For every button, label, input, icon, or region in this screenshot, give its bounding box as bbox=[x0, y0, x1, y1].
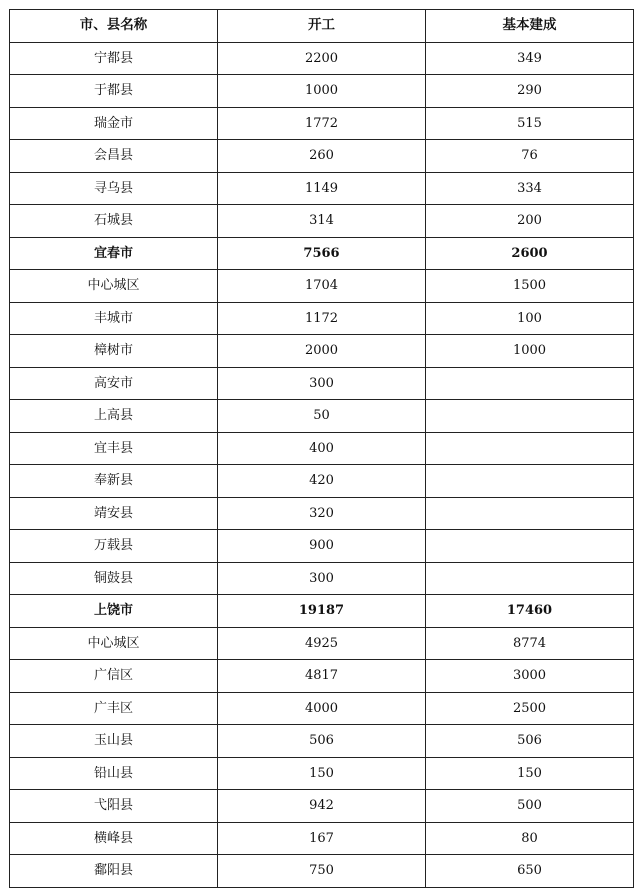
cell-name: 宜丰县 bbox=[10, 432, 218, 465]
cell-start: 320 bbox=[218, 497, 426, 530]
cell-start: 260 bbox=[218, 140, 426, 173]
table-row bbox=[10, 790, 634, 823]
cell-complete bbox=[426, 530, 634, 563]
cell-start: 300 bbox=[218, 562, 426, 595]
cell-complete: 290 bbox=[426, 75, 634, 108]
cell-name: 瑞金市 bbox=[10, 107, 218, 140]
table-row bbox=[10, 140, 634, 173]
cell-name: 石城县 bbox=[10, 205, 218, 238]
cell-complete bbox=[426, 497, 634, 530]
table-row bbox=[10, 75, 634, 108]
cell-complete: 334 bbox=[426, 172, 634, 205]
cell-complete bbox=[426, 432, 634, 465]
cell-complete: 150 bbox=[426, 757, 634, 790]
cell-complete: 515 bbox=[426, 107, 634, 140]
cell-name: 铅山县 bbox=[10, 757, 218, 790]
cell-name: 上高县 bbox=[10, 400, 218, 433]
cell-name: 玉山县 bbox=[10, 725, 218, 758]
cell-name: 奉新县 bbox=[10, 465, 218, 498]
cell-start: 1172 bbox=[218, 302, 426, 335]
cell-start: 300 bbox=[218, 367, 426, 400]
cell-start: 7566 bbox=[218, 237, 426, 270]
table-row bbox=[10, 595, 634, 628]
cell-complete: 2600 bbox=[426, 237, 634, 270]
cell-name: 万载县 bbox=[10, 530, 218, 563]
cell-start: 750 bbox=[218, 855, 426, 888]
table-row bbox=[10, 237, 634, 270]
table-row bbox=[10, 172, 634, 205]
cell-start: 2200 bbox=[218, 42, 426, 75]
cell-complete: 3000 bbox=[426, 660, 634, 693]
table-row bbox=[10, 497, 634, 530]
cell-start: 19187 bbox=[218, 595, 426, 628]
table-row bbox=[10, 205, 634, 238]
table-row bbox=[10, 757, 634, 790]
cell-complete: 349 bbox=[426, 42, 634, 75]
cell-name: 弋阳县 bbox=[10, 790, 218, 823]
table-row bbox=[10, 367, 634, 400]
cell-name: 宁都县 bbox=[10, 42, 218, 75]
cell-start: 1149 bbox=[218, 172, 426, 205]
cell-name: 广丰区 bbox=[10, 692, 218, 725]
cell-start: 1000 bbox=[218, 75, 426, 108]
table-row bbox=[10, 42, 634, 75]
cell-start: 506 bbox=[218, 725, 426, 758]
cell-name: 于都县 bbox=[10, 75, 218, 108]
cell-name: 鄱阳县 bbox=[10, 855, 218, 888]
cell-complete bbox=[426, 562, 634, 595]
cell-complete: 1500 bbox=[426, 270, 634, 303]
table-row bbox=[10, 270, 634, 303]
table-row bbox=[10, 562, 634, 595]
cell-name: 樟树市 bbox=[10, 335, 218, 368]
cell-name: 中心城区 bbox=[10, 627, 218, 660]
cell-complete: 650 bbox=[426, 855, 634, 888]
table-row bbox=[10, 400, 634, 433]
cell-complete bbox=[426, 367, 634, 400]
cell-complete bbox=[426, 465, 634, 498]
cell-start: 1772 bbox=[218, 107, 426, 140]
cell-start: 2000 bbox=[218, 335, 426, 368]
table-row bbox=[10, 855, 634, 888]
cell-complete: 100 bbox=[426, 302, 634, 335]
cell-name: 靖安县 bbox=[10, 497, 218, 530]
cell-start: 50 bbox=[218, 400, 426, 433]
cell-start: 150 bbox=[218, 757, 426, 790]
cell-name: 丰城市 bbox=[10, 302, 218, 335]
cell-start: 420 bbox=[218, 465, 426, 498]
table-row bbox=[10, 725, 634, 758]
cell-complete: 2500 bbox=[426, 692, 634, 725]
table-row bbox=[10, 107, 634, 140]
header-complete: 基本建成 bbox=[426, 10, 634, 43]
cell-start: 900 bbox=[218, 530, 426, 563]
cell-name: 广信区 bbox=[10, 660, 218, 693]
cell-start: 4817 bbox=[218, 660, 426, 693]
cell-complete: 17460 bbox=[426, 595, 634, 628]
table-body bbox=[10, 42, 634, 887]
cell-complete: 8774 bbox=[426, 627, 634, 660]
table-row bbox=[10, 335, 634, 368]
cell-name: 横峰县 bbox=[10, 822, 218, 855]
header-start: 开工 bbox=[218, 10, 426, 43]
table-row bbox=[10, 660, 634, 693]
cell-complete: 200 bbox=[426, 205, 634, 238]
cell-start: 400 bbox=[218, 432, 426, 465]
table-row bbox=[10, 530, 634, 563]
table-row bbox=[10, 627, 634, 660]
cell-complete: 506 bbox=[426, 725, 634, 758]
cell-start: 942 bbox=[218, 790, 426, 823]
cell-start: 4925 bbox=[218, 627, 426, 660]
data-table-container bbox=[9, 9, 634, 888]
housing-table bbox=[9, 9, 634, 888]
table-row bbox=[10, 692, 634, 725]
cell-name: 寻乌县 bbox=[10, 172, 218, 205]
cell-complete: 76 bbox=[426, 140, 634, 173]
cell-complete bbox=[426, 400, 634, 433]
cell-complete: 500 bbox=[426, 790, 634, 823]
cell-start: 314 bbox=[218, 205, 426, 238]
header-row bbox=[10, 10, 634, 43]
cell-name: 高安市 bbox=[10, 367, 218, 400]
cell-start: 167 bbox=[218, 822, 426, 855]
cell-name: 会昌县 bbox=[10, 140, 218, 173]
cell-name: 中心城区 bbox=[10, 270, 218, 303]
table-row bbox=[10, 822, 634, 855]
cell-name: 铜鼓县 bbox=[10, 562, 218, 595]
cell-start: 1704 bbox=[218, 270, 426, 303]
table-row bbox=[10, 432, 634, 465]
cell-complete: 80 bbox=[426, 822, 634, 855]
table-row bbox=[10, 302, 634, 335]
table-row bbox=[10, 465, 634, 498]
cell-name: 宜春市 bbox=[10, 237, 218, 270]
header-name: 市、县名称 bbox=[10, 10, 218, 43]
cell-complete: 1000 bbox=[426, 335, 634, 368]
cell-name: 上饶市 bbox=[10, 595, 218, 628]
cell-start: 4000 bbox=[218, 692, 426, 725]
